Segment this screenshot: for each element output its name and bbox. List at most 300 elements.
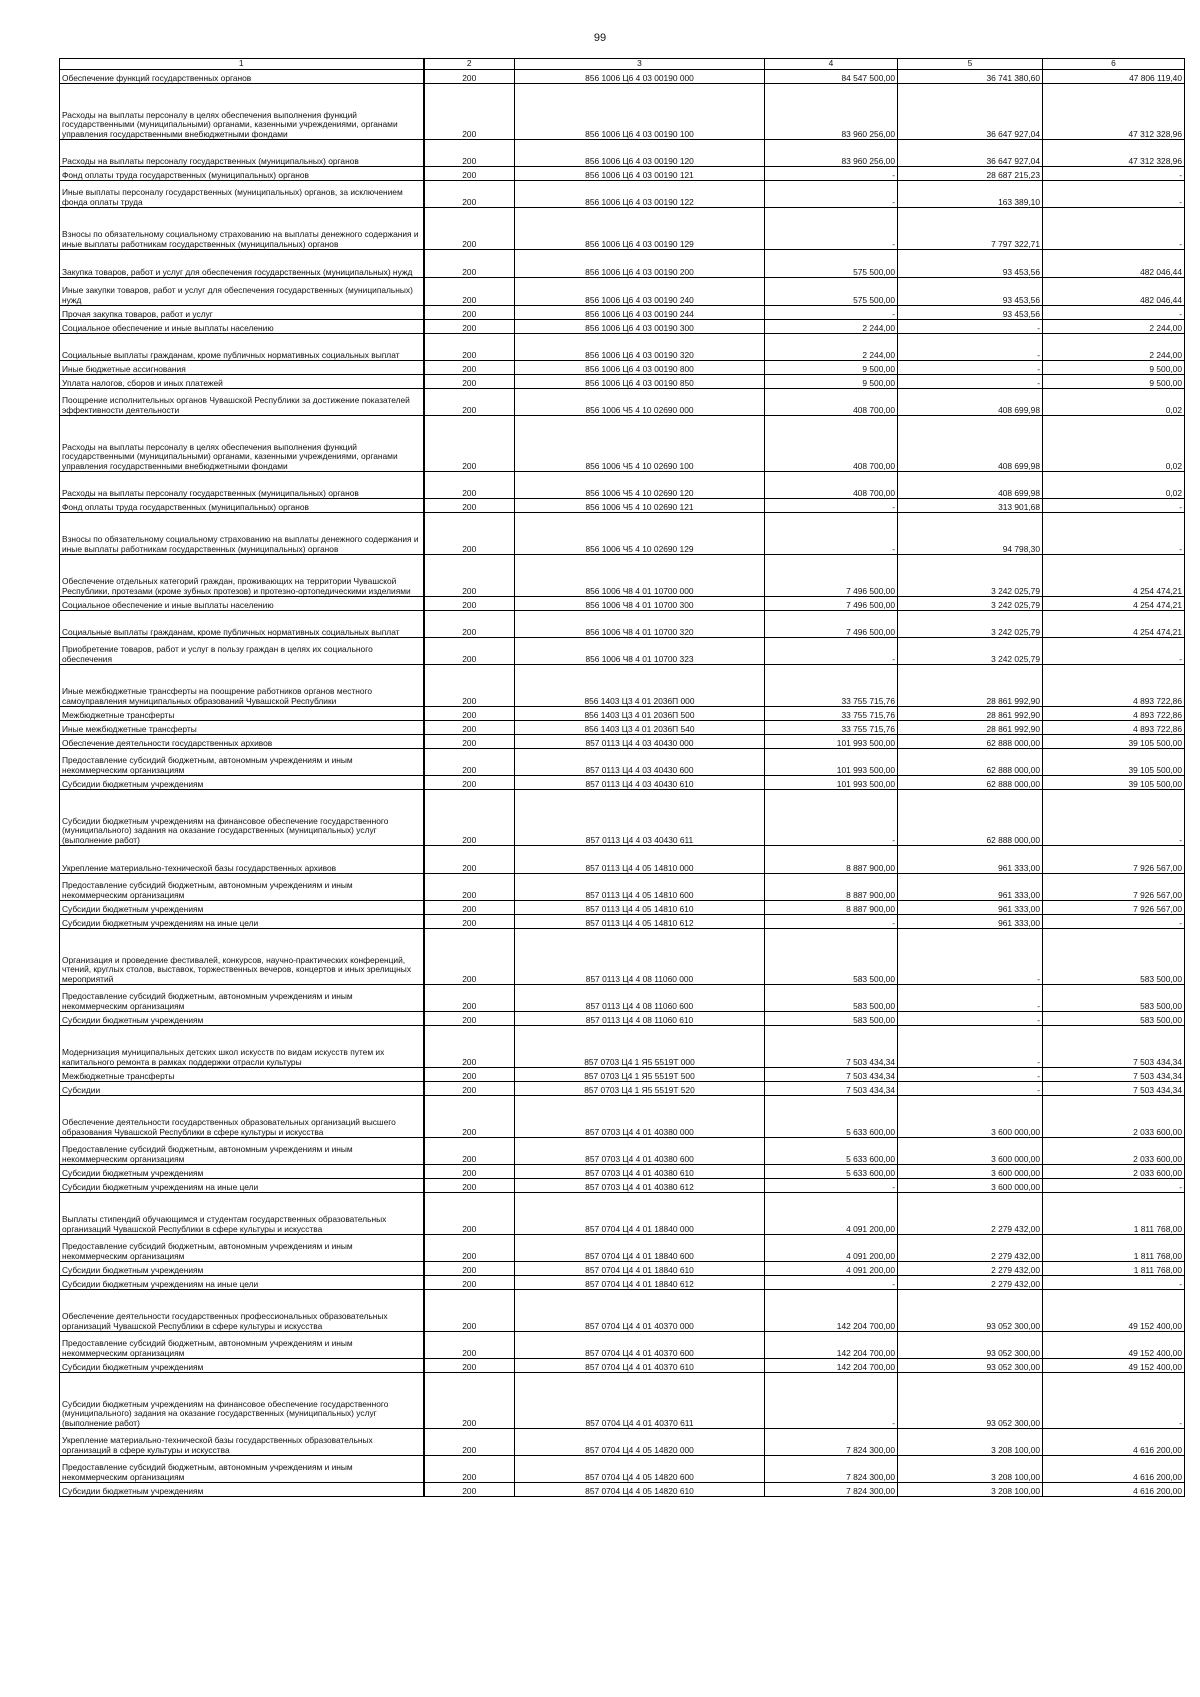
row-line-code-cell: 200 (424, 1276, 515, 1290)
row-executed-amount-cell: 3 600 000,00 (898, 1165, 1043, 1179)
row-classification-code-cell: 856 1006 Ц6 4 03 00190 200 (515, 250, 765, 278)
table-row (60, 901, 1185, 915)
table-row (60, 597, 1185, 611)
row-name-cell: Субсидии бюджетным учреждениям на финансовое обеспечение государственного (муниципального) задания на оказание государственных (муниципальных) услуг (выполнение работ) (60, 790, 424, 846)
row-line-code-cell: 200 (424, 306, 515, 320)
row-name-cell: Предоставление субсидий бюджетным, автономным учреждениям и иным некоммерческим организациям (60, 985, 424, 1012)
row-name-cell: Иные межбюджетные трансферты на поощрение работников органов местного самоуправления муниципальных образований Чувашской Республики (60, 665, 424, 707)
row-approved-amount-cell: 575 500,00 (765, 278, 898, 306)
row-name-cell: Иные выплаты персоналу государственных (муниципальных) органов, за исключением фонда оплаты труда (60, 181, 424, 208)
row-approved-amount-cell: - (765, 167, 898, 181)
row-line-code-cell: 200 (424, 776, 515, 790)
row-name-cell: Расходы на выплаты персоналу в целях обеспечения выполнения функций государственными (муниципальными) органами, казенными учреждениями, органами управления государственными внебюджетными фондами (60, 416, 424, 472)
report-body (60, 70, 1185, 1497)
table-row (60, 140, 1185, 167)
row-approved-amount-cell: 142 204 700,00 (765, 1332, 898, 1359)
row-approved-amount-cell: 83 960 256,00 (765, 140, 898, 167)
row-classification-code-cell: 856 1006 Ц6 4 03 00190 122 (515, 181, 765, 208)
row-line-code-cell: 200 (424, 1026, 515, 1068)
row-approved-amount-cell: 33 755 715,76 (765, 707, 898, 721)
row-name-cell: Иные бюджетные ассигнования (60, 361, 424, 375)
row-executed-amount-cell: 94 798,30 (898, 513, 1043, 555)
row-line-code-cell: 200 (424, 1082, 515, 1096)
row-executed-amount-cell: 93 052 300,00 (898, 1290, 1043, 1332)
row-classification-code-cell: 856 1006 Ц6 4 03 00190 100 (515, 84, 765, 140)
row-unexecuted-amount-cell: 2 033 600,00 (1043, 1096, 1185, 1138)
row-name-cell: Взносы по обязательному социальному страхованию на выплаты денежного содержания и иные выплаты работникам государственных (муниципальных) органов (60, 208, 424, 250)
row-name-cell: Приобретение товаров, работ и услуг в пользу граждан в целях их социального обеспечения (60, 638, 424, 665)
row-name-cell: Предоставление субсидий бюджетным, автономным учреждениям и иным некоммерческим организациям (60, 1138, 424, 1165)
row-classification-code-cell: 857 0704 Ц4 4 05 14820 600 (515, 1456, 765, 1483)
row-approved-amount-cell: 101 993 500,00 (765, 749, 898, 776)
row-name-cell: Субсидии бюджетным учреждениям (60, 776, 424, 790)
row-approved-amount-cell: - (765, 181, 898, 208)
row-line-code-cell: 200 (424, 1096, 515, 1138)
column-header: 1 (60, 59, 424, 70)
row-executed-amount-cell: 93 052 300,00 (898, 1332, 1043, 1359)
table-row (60, 1262, 1185, 1276)
row-executed-amount-cell: 28 687 215,23 (898, 167, 1043, 181)
row-approved-amount-cell: 7 496 500,00 (765, 555, 898, 597)
row-executed-amount-cell: 93 453,56 (898, 306, 1043, 320)
row-approved-amount-cell: 7 496 500,00 (765, 611, 898, 638)
row-line-code-cell: 200 (424, 874, 515, 901)
table-row (60, 749, 1185, 776)
row-approved-amount-cell: 5 633 600,00 (765, 1138, 898, 1165)
table-row (60, 181, 1185, 208)
row-unexecuted-amount-cell: - (1043, 181, 1185, 208)
row-unexecuted-amount-cell: 9 500,00 (1043, 375, 1185, 389)
row-approved-amount-cell: 575 500,00 (765, 250, 898, 278)
row-line-code-cell: 200 (424, 1235, 515, 1262)
row-classification-code-cell: 856 1006 Ч5 4 10 02690 120 (515, 472, 765, 499)
row-approved-amount-cell: 142 204 700,00 (765, 1359, 898, 1373)
row-executed-amount-cell: 3 600 000,00 (898, 1096, 1043, 1138)
row-approved-amount-cell: 84 547 500,00 (765, 70, 898, 84)
row-unexecuted-amount-cell: 49 152 400,00 (1043, 1290, 1185, 1332)
row-executed-amount-cell: 93 453,56 (898, 250, 1043, 278)
row-line-code-cell: 200 (424, 167, 515, 181)
row-unexecuted-amount-cell: 583 500,00 (1043, 985, 1185, 1012)
budget-report-table (59, 58, 1185, 1497)
row-name-cell: Выплаты стипендий обучающимся и студентам государственных образовательных организаций Чувашской Республики в сфере культуры и искусства (60, 1193, 424, 1235)
column-header: 6 (1043, 59, 1185, 70)
row-name-cell: Субсидии бюджетным учреждениям (60, 1359, 424, 1373)
table-row (60, 611, 1185, 638)
row-classification-code-cell: 857 0704 Ц4 4 01 40370 600 (515, 1332, 765, 1359)
row-unexecuted-amount-cell: 4 254 474,21 (1043, 611, 1185, 638)
table-row (60, 375, 1185, 389)
row-unexecuted-amount-cell: - (1043, 790, 1185, 846)
row-classification-code-cell: 857 0703 Ц4 1 Я5 5519Т 500 (515, 1068, 765, 1082)
table-row (60, 790, 1185, 846)
table-row (60, 1179, 1185, 1193)
row-unexecuted-amount-cell: 482 046,44 (1043, 250, 1185, 278)
row-classification-code-cell: 856 1006 Ч5 4 10 02690 000 (515, 389, 765, 416)
row-approved-amount-cell: 4 091 200,00 (765, 1235, 898, 1262)
row-approved-amount-cell: 583 500,00 (765, 1012, 898, 1026)
row-line-code-cell: 200 (424, 1138, 515, 1165)
row-line-code-cell: 200 (424, 790, 515, 846)
table-row (60, 1456, 1185, 1483)
row-classification-code-cell: 857 0113 Ц4 4 05 14810 612 (515, 915, 765, 929)
row-unexecuted-amount-cell: 39 105 500,00 (1043, 735, 1185, 749)
row-unexecuted-amount-cell: 4 893 722,86 (1043, 665, 1185, 707)
row-line-code-cell: 200 (424, 1456, 515, 1483)
row-executed-amount-cell: 62 888 000,00 (898, 790, 1043, 846)
row-line-code-cell: 200 (424, 665, 515, 707)
row-executed-amount-cell: 2 279 432,00 (898, 1235, 1043, 1262)
row-classification-code-cell: 856 1006 Ц6 4 03 00190 850 (515, 375, 765, 389)
row-line-code-cell: 200 (424, 278, 515, 306)
row-executed-amount-cell: - (898, 1082, 1043, 1096)
row-line-code-cell: 200 (424, 1165, 515, 1179)
table-row (60, 874, 1185, 901)
row-line-code-cell: 200 (424, 597, 515, 611)
row-unexecuted-amount-cell: 47 806 119,40 (1043, 70, 1185, 84)
row-classification-code-cell: 856 1006 Ц6 4 03 00190 129 (515, 208, 765, 250)
row-classification-code-cell: 857 0113 Ц4 4 08 11060 600 (515, 985, 765, 1012)
row-executed-amount-cell: - (898, 929, 1043, 985)
row-approved-amount-cell: - (765, 1276, 898, 1290)
row-classification-code-cell: 856 1006 Ц6 4 03 00190 240 (515, 278, 765, 306)
row-unexecuted-amount-cell: - (1043, 208, 1185, 250)
row-executed-amount-cell: 62 888 000,00 (898, 735, 1043, 749)
row-unexecuted-amount-cell: 4 893 722,86 (1043, 721, 1185, 735)
row-line-code-cell: 200 (424, 472, 515, 499)
row-unexecuted-amount-cell: 2 033 600,00 (1043, 1165, 1185, 1179)
row-approved-amount-cell: 4 091 200,00 (765, 1262, 898, 1276)
row-approved-amount-cell: 2 244,00 (765, 320, 898, 334)
row-line-code-cell: 200 (424, 70, 515, 84)
row-approved-amount-cell: 9 500,00 (765, 361, 898, 375)
row-executed-amount-cell: 961 333,00 (898, 874, 1043, 901)
row-line-code-cell: 200 (424, 140, 515, 167)
row-unexecuted-amount-cell: 4 616 200,00 (1043, 1456, 1185, 1483)
row-classification-code-cell: 856 1006 Ч8 4 01 10700 320 (515, 611, 765, 638)
row-unexecuted-amount-cell: 2 244,00 (1043, 320, 1185, 334)
row-name-cell: Расходы на выплаты персоналу государственных (муниципальных) органов (60, 140, 424, 167)
row-line-code-cell: 200 (424, 1012, 515, 1026)
column-number-header-row (60, 59, 1185, 70)
row-classification-code-cell: 857 0704 Ц4 4 01 18840 600 (515, 1235, 765, 1262)
row-classification-code-cell: 856 1403 Ц3 4 01 2036П 500 (515, 707, 765, 721)
row-approved-amount-cell: 142 204 700,00 (765, 1290, 898, 1332)
table-row (60, 499, 1185, 513)
row-line-code-cell: 200 (424, 250, 515, 278)
row-name-cell: Субсидии бюджетным учреждениям (60, 901, 424, 915)
row-name-cell: Обеспечение отдельных категорий граждан, проживающих на территории Чувашской Республики, протезами (кроме зубных протезов) и протезно-ортопедическими изделиями (60, 555, 424, 597)
row-executed-amount-cell: 28 861 992,90 (898, 721, 1043, 735)
row-unexecuted-amount-cell: - (1043, 1373, 1185, 1429)
table-row (60, 250, 1185, 278)
row-approved-amount-cell: 7 496 500,00 (765, 597, 898, 611)
row-line-code-cell: 200 (424, 416, 515, 472)
row-approved-amount-cell: 408 700,00 (765, 472, 898, 499)
row-approved-amount-cell: 408 700,00 (765, 389, 898, 416)
row-executed-amount-cell: 28 861 992,90 (898, 665, 1043, 707)
row-approved-amount-cell: 583 500,00 (765, 929, 898, 985)
table-row (60, 985, 1185, 1012)
row-unexecuted-amount-cell: 47 312 328,96 (1043, 84, 1185, 140)
row-executed-amount-cell: 62 888 000,00 (898, 749, 1043, 776)
row-classification-code-cell: 856 1006 Ц6 4 03 00190 120 (515, 140, 765, 167)
row-line-code-cell: 200 (424, 334, 515, 361)
row-executed-amount-cell: - (898, 1012, 1043, 1026)
row-classification-code-cell: 857 0703 Ц4 1 Я5 5519Т 520 (515, 1082, 765, 1096)
row-classification-code-cell: 856 1403 Ц3 4 01 2036П 540 (515, 721, 765, 735)
row-executed-amount-cell: - (898, 375, 1043, 389)
row-executed-amount-cell: - (898, 985, 1043, 1012)
row-unexecuted-amount-cell: 583 500,00 (1043, 929, 1185, 985)
row-executed-amount-cell: 3 242 025,79 (898, 638, 1043, 665)
table-row (60, 1012, 1185, 1026)
row-approved-amount-cell: 8 887 900,00 (765, 846, 898, 874)
row-line-code-cell: 200 (424, 735, 515, 749)
table-row (60, 1082, 1185, 1096)
row-classification-code-cell: 857 0113 Ц4 4 03 40430 000 (515, 735, 765, 749)
row-unexecuted-amount-cell: 0,02 (1043, 416, 1185, 472)
row-line-code-cell: 200 (424, 1483, 515, 1497)
row-name-cell: Укрепление материально-технической базы государственных архивов (60, 846, 424, 874)
row-classification-code-cell: 856 1403 Ц3 4 01 2036П 000 (515, 665, 765, 707)
row-unexecuted-amount-cell: - (1043, 1179, 1185, 1193)
row-approved-amount-cell: - (765, 306, 898, 320)
row-line-code-cell: 200 (424, 915, 515, 929)
row-name-cell: Социальные выплаты гражданам, кроме публичных нормативных социальных выплат (60, 334, 424, 361)
row-unexecuted-amount-cell: 583 500,00 (1043, 1012, 1185, 1026)
row-name-cell: Социальное обеспечение и иные выплаты населению (60, 320, 424, 334)
row-classification-code-cell: 856 1006 Ц6 4 03 00190 000 (515, 70, 765, 84)
row-approved-amount-cell: 2 244,00 (765, 334, 898, 361)
row-executed-amount-cell: 408 699,98 (898, 389, 1043, 416)
row-name-cell: Обеспечение деятельности государственных архивов (60, 735, 424, 749)
row-line-code-cell: 200 (424, 929, 515, 985)
row-unexecuted-amount-cell: 39 105 500,00 (1043, 776, 1185, 790)
column-header: 4 (765, 59, 898, 70)
row-classification-code-cell: 856 1006 Ч5 4 10 02690 121 (515, 499, 765, 513)
row-line-code-cell: 200 (424, 707, 515, 721)
row-executed-amount-cell: 961 333,00 (898, 901, 1043, 915)
row-executed-amount-cell: 3 600 000,00 (898, 1138, 1043, 1165)
row-unexecuted-amount-cell: 4 893 722,86 (1043, 707, 1185, 721)
row-classification-code-cell: 856 1006 Ч5 4 10 02690 100 (515, 416, 765, 472)
table-row (60, 1165, 1185, 1179)
row-name-cell: Субсидии (60, 1082, 424, 1096)
row-classification-code-cell: 857 0113 Ц4 4 03 40430 610 (515, 776, 765, 790)
row-unexecuted-amount-cell: 49 152 400,00 (1043, 1332, 1185, 1359)
row-classification-code-cell: 857 0113 Ц4 4 03 40430 611 (515, 790, 765, 846)
row-classification-code-cell: 857 0703 Ц4 1 Я5 5519Т 000 (515, 1026, 765, 1068)
row-name-cell: Субсидии бюджетным учреждениям на финансовое обеспечение государственного (муниципального) задания на оказание государственных (муниципальных) услуг (выполнение работ) (60, 1373, 424, 1429)
row-unexecuted-amount-cell: 7 503 434,34 (1043, 1068, 1185, 1082)
row-executed-amount-cell: 7 797 322,71 (898, 208, 1043, 250)
row-unexecuted-amount-cell: 7 926 567,00 (1043, 846, 1185, 874)
row-classification-code-cell: 857 0704 Ц4 4 01 18840 610 (515, 1262, 765, 1276)
row-line-code-cell: 200 (424, 846, 515, 874)
row-line-code-cell: 200 (424, 320, 515, 334)
row-executed-amount-cell: 36 647 927,04 (898, 140, 1043, 167)
table-row (60, 1429, 1185, 1456)
row-unexecuted-amount-cell: 0,02 (1043, 472, 1185, 499)
row-line-code-cell: 200 (424, 901, 515, 915)
table-row (60, 1359, 1185, 1373)
row-classification-code-cell: 857 0113 Ц4 4 05 14810 600 (515, 874, 765, 901)
row-name-cell: Предоставление субсидий бюджетным, автономным учреждениям и иным некоммерческим организациям (60, 1235, 424, 1262)
row-unexecuted-amount-cell: 482 046,44 (1043, 278, 1185, 306)
row-executed-amount-cell: 313 901,68 (898, 499, 1043, 513)
row-line-code-cell: 200 (424, 1068, 515, 1082)
table-row (60, 1276, 1185, 1290)
row-approved-amount-cell: 33 755 715,76 (765, 721, 898, 735)
row-unexecuted-amount-cell: 49 152 400,00 (1043, 1359, 1185, 1373)
row-executed-amount-cell: 961 333,00 (898, 915, 1043, 929)
row-line-code-cell: 200 (424, 1290, 515, 1332)
row-line-code-cell: 200 (424, 555, 515, 597)
table-row (60, 555, 1185, 597)
row-name-cell: Уплата налогов, сборов и иных платежей (60, 375, 424, 389)
table-row (60, 320, 1185, 334)
table-row (60, 1068, 1185, 1082)
row-classification-code-cell: 857 0703 Ц4 4 01 40380 600 (515, 1138, 765, 1165)
row-name-cell: Иные межбюджетные трансферты (60, 721, 424, 735)
row-line-code-cell: 200 (424, 513, 515, 555)
row-line-code-cell: 200 (424, 749, 515, 776)
table-row (60, 1026, 1185, 1068)
row-unexecuted-amount-cell: - (1043, 513, 1185, 555)
table-row (60, 361, 1185, 375)
row-name-cell: Организация и проведение фестивалей, конкурсов, научно-практических конференций, чтений, круглых столов, выставок, торжественных вечеров, концертов и иных зрелищных мероприятий (60, 929, 424, 985)
row-unexecuted-amount-cell: - (1043, 638, 1185, 665)
row-executed-amount-cell: 408 699,98 (898, 416, 1043, 472)
table-row (60, 1290, 1185, 1332)
row-unexecuted-amount-cell: 1 811 768,00 (1043, 1193, 1185, 1235)
row-unexecuted-amount-cell: - (1043, 167, 1185, 181)
row-name-cell: Субсидии бюджетным учреждениям (60, 1012, 424, 1026)
row-approved-amount-cell: 101 993 500,00 (765, 735, 898, 749)
row-classification-code-cell: 857 0113 Ц4 4 08 11060 610 (515, 1012, 765, 1026)
table-row (60, 1235, 1185, 1262)
column-header: 3 (515, 59, 765, 70)
row-approved-amount-cell: 7 503 434,34 (765, 1082, 898, 1096)
table-row (60, 472, 1185, 499)
row-executed-amount-cell: 62 888 000,00 (898, 776, 1043, 790)
row-name-cell: Модернизация муниципальных детских школ искусств по видам искусств путем их капитального ремонта в рамках поддержки отрасли культуры (60, 1026, 424, 1068)
row-unexecuted-amount-cell: - (1043, 306, 1185, 320)
row-name-cell: Фонд оплаты труда государственных (муниципальных) органов (60, 167, 424, 181)
row-approved-amount-cell: - (765, 638, 898, 665)
row-approved-amount-cell: 33 755 715,76 (765, 665, 898, 707)
row-executed-amount-cell: - (898, 361, 1043, 375)
row-name-cell: Прочая закупка товаров, работ и услуг (60, 306, 424, 320)
table-row (60, 707, 1185, 721)
row-executed-amount-cell: 3 208 100,00 (898, 1456, 1043, 1483)
row-line-code-cell: 200 (424, 1193, 515, 1235)
row-line-code-cell: 200 (424, 1262, 515, 1276)
row-executed-amount-cell: 163 389,10 (898, 181, 1043, 208)
row-unexecuted-amount-cell: 7 926 567,00 (1043, 874, 1185, 901)
row-classification-code-cell: 856 1006 Ц6 4 03 00190 244 (515, 306, 765, 320)
row-executed-amount-cell: 36 647 927,04 (898, 84, 1043, 140)
row-classification-code-cell: 857 0704 Ц4 4 05 14820 000 (515, 1429, 765, 1456)
row-classification-code-cell: 857 0703 Ц4 4 01 40380 610 (515, 1165, 765, 1179)
row-executed-amount-cell: 2 279 432,00 (898, 1262, 1043, 1276)
table-row (60, 1373, 1185, 1429)
row-line-code-cell: 200 (424, 389, 515, 416)
row-unexecuted-amount-cell: 47 312 328,96 (1043, 140, 1185, 167)
row-name-cell: Обеспечение деятельности государственных образовательных организаций высшего образования Чувашской Республики в сфере культуры и искусства (60, 1096, 424, 1138)
row-name-cell: Межбюджетные трансферты (60, 707, 424, 721)
row-name-cell: Предоставление субсидий бюджетным, автономным учреждениям и иным некоммерческим организациям (60, 874, 424, 901)
row-classification-code-cell: 857 0704 Ц4 4 01 40370 611 (515, 1373, 765, 1429)
row-name-cell: Социальное обеспечение и иные выплаты населению (60, 597, 424, 611)
row-unexecuted-amount-cell: 4 254 474,21 (1043, 597, 1185, 611)
row-line-code-cell: 200 (424, 1373, 515, 1429)
row-classification-code-cell: 857 0703 Ц4 4 01 40380 000 (515, 1096, 765, 1138)
row-unexecuted-amount-cell: 7 503 434,34 (1043, 1026, 1185, 1068)
row-name-cell: Расходы на выплаты персоналу в целях обеспечения выполнения функций государственными (муниципальными) органами, казенными учреждениями, органами управления государственными внебюджетными фондами (60, 84, 424, 140)
table-row (60, 638, 1185, 665)
table-row (60, 776, 1185, 790)
row-executed-amount-cell: 2 279 432,00 (898, 1276, 1043, 1290)
table-row (60, 278, 1185, 306)
table-row (60, 1138, 1185, 1165)
row-line-code-cell: 200 (424, 1429, 515, 1456)
row-executed-amount-cell: 3 208 100,00 (898, 1483, 1043, 1497)
row-approved-amount-cell: 8 887 900,00 (765, 901, 898, 915)
table-row (60, 84, 1185, 140)
row-executed-amount-cell: 3 242 025,79 (898, 611, 1043, 638)
table-row (60, 167, 1185, 181)
row-approved-amount-cell: - (765, 790, 898, 846)
row-classification-code-cell: 856 1006 Ц6 4 03 00190 800 (515, 361, 765, 375)
table-row (60, 665, 1185, 707)
row-name-cell: Расходы на выплаты персоналу государственных (муниципальных) органов (60, 472, 424, 499)
table-row (60, 208, 1185, 250)
page-number: 99 (593, 32, 607, 44)
table-row (60, 846, 1185, 874)
row-classification-code-cell: 857 0704 Ц4 4 01 40370 610 (515, 1359, 765, 1373)
row-approved-amount-cell: - (765, 1179, 898, 1193)
row-executed-amount-cell: 93 052 300,00 (898, 1359, 1043, 1373)
row-line-code-cell: 200 (424, 84, 515, 140)
row-executed-amount-cell: 28 861 992,90 (898, 707, 1043, 721)
table-row (60, 513, 1185, 555)
row-name-cell: Субсидии бюджетным учреждениям (60, 1165, 424, 1179)
row-approved-amount-cell: - (765, 499, 898, 513)
row-unexecuted-amount-cell: 4 616 200,00 (1043, 1429, 1185, 1456)
row-classification-code-cell: 856 1006 Ц6 4 03 00190 121 (515, 167, 765, 181)
row-name-cell: Обеспечение функций государственных органов (60, 70, 424, 84)
row-approved-amount-cell: 7 824 300,00 (765, 1483, 898, 1497)
row-name-cell: Межбюджетные трансферты (60, 1068, 424, 1082)
row-executed-amount-cell: 2 279 432,00 (898, 1193, 1043, 1235)
row-unexecuted-amount-cell: 2 033 600,00 (1043, 1138, 1185, 1165)
table-row (60, 1193, 1185, 1235)
row-approved-amount-cell: 101 993 500,00 (765, 776, 898, 790)
row-executed-amount-cell: 93 052 300,00 (898, 1373, 1043, 1429)
row-classification-code-cell: 857 0704 Ц4 4 01 40370 000 (515, 1290, 765, 1332)
row-approved-amount-cell: 4 091 200,00 (765, 1193, 898, 1235)
row-classification-code-cell: 857 0704 Ц4 4 01 18840 612 (515, 1276, 765, 1290)
row-name-cell: Предоставление субсидий бюджетным, автономным учреждениям и иным некоммерческим организациям (60, 1456, 424, 1483)
row-executed-amount-cell: 3 600 000,00 (898, 1179, 1043, 1193)
row-unexecuted-amount-cell: 39 105 500,00 (1043, 749, 1185, 776)
row-classification-code-cell: 857 0113 Ц4 4 03 40430 600 (515, 749, 765, 776)
row-line-code-cell: 200 (424, 375, 515, 389)
row-executed-amount-cell: - (898, 334, 1043, 361)
row-executed-amount-cell: 3 242 025,79 (898, 555, 1043, 597)
